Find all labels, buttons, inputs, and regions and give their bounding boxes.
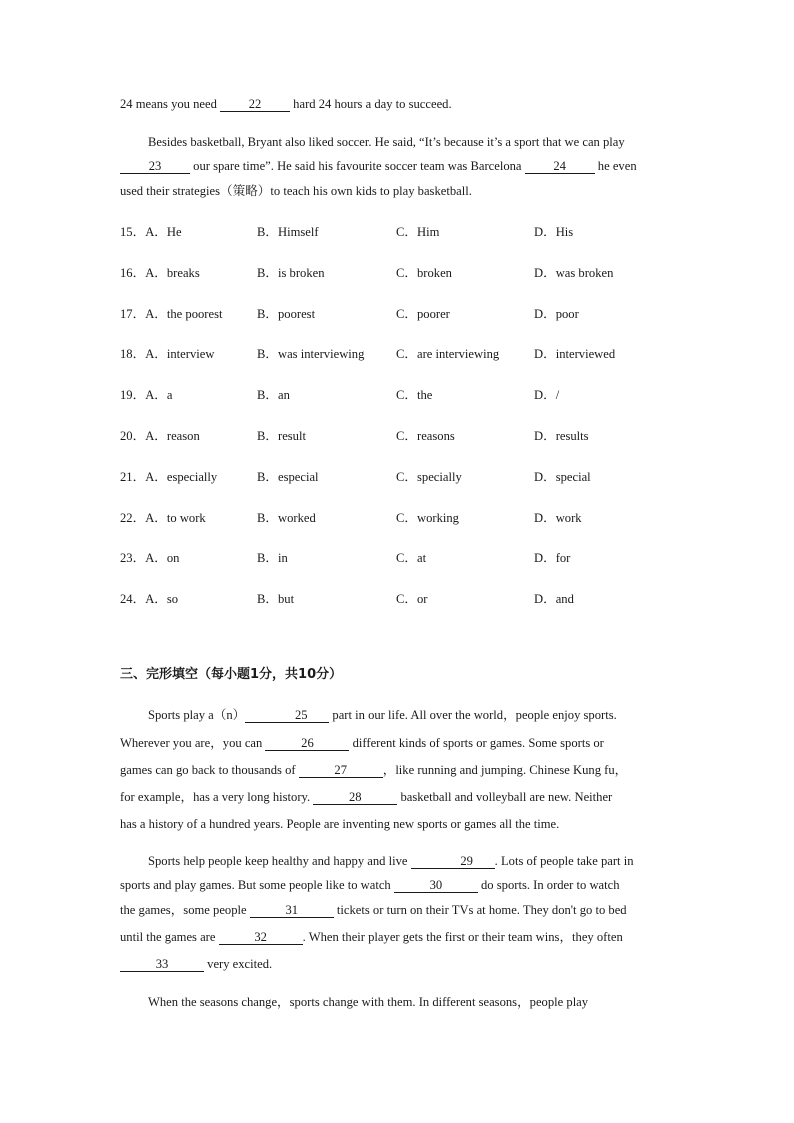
passage-line: 23 our spare time”. He said his favourite soccer team was Barcelona 24 he even bbox=[120, 158, 674, 174]
question-option-a bbox=[120, 306, 222, 322]
blank-27: 27 bbox=[299, 764, 383, 778]
question-option-c: C．poorer bbox=[396, 307, 450, 321]
passage-line: Sports help people keep healthy and happy and live 29 . Lots of people take part in bbox=[148, 854, 634, 868]
question-option-a bbox=[120, 428, 200, 444]
blank-22: 22 bbox=[220, 98, 290, 112]
question-option-b: B．result bbox=[257, 429, 306, 443]
question-option-c: C．the bbox=[396, 388, 433, 402]
blank-29: 29 bbox=[411, 855, 495, 869]
section-heading: 三、完形填空（每小题1分，共10分） bbox=[120, 667, 343, 682]
question-row bbox=[120, 469, 674, 485]
question-row bbox=[120, 550, 674, 566]
option-text: A．interview bbox=[145, 347, 215, 361]
question-row bbox=[120, 510, 674, 526]
blank-33: 33 bbox=[120, 958, 204, 972]
option-text: A．to work bbox=[145, 511, 206, 525]
question-option-a bbox=[120, 591, 178, 607]
question-option-b: B．is broken bbox=[257, 266, 325, 280]
question-option-d: D．interviewed bbox=[534, 347, 616, 361]
question-option-c: C．are interviewing bbox=[396, 347, 500, 361]
passage-line: the games，some people 31 tickets or turn on their TVs at home. They don't go to bed bbox=[120, 903, 627, 917]
question-number: 19． bbox=[120, 388, 146, 402]
option-text: A．reason bbox=[145, 429, 200, 443]
question-option-d: D．His bbox=[534, 225, 574, 239]
option-text: A．breaks bbox=[145, 266, 200, 280]
passage-line: Wherever you are，you can 26 different kinds of sports or games. Some sports or bbox=[120, 736, 604, 750]
question-row bbox=[120, 346, 674, 362]
option-text: A．especially bbox=[145, 470, 218, 484]
question-option-c: C．working bbox=[396, 511, 459, 525]
question-option-a bbox=[120, 510, 206, 526]
passage-line: 33 very excited. bbox=[120, 956, 674, 972]
option-text: A．a bbox=[145, 388, 173, 402]
question-number: 15． bbox=[120, 225, 146, 239]
question-option-b: B．in bbox=[257, 551, 288, 565]
question-row bbox=[120, 306, 674, 322]
option-text: A．He bbox=[145, 225, 182, 239]
blank-31: 31 bbox=[250, 904, 334, 918]
passage-line: Sports play a（n） 25 part in our life. All over the world，people enjoy sports. bbox=[148, 708, 617, 722]
passage-line: has a history of a hundred years. People are inventing new sports or games all the time. bbox=[120, 817, 560, 831]
question-number: 16． bbox=[120, 266, 146, 280]
question-number: 18． bbox=[120, 347, 146, 361]
question-row bbox=[120, 591, 674, 607]
passage-line: for example，has a very long history. 28 basketball and volleyball are new. Neither bbox=[120, 790, 613, 804]
question-option-d: D．was broken bbox=[534, 266, 614, 280]
question-number: 21． bbox=[120, 470, 146, 484]
blank-28: 28 bbox=[313, 791, 397, 805]
question-option-d: D．poor bbox=[534, 307, 579, 321]
question-option-a bbox=[120, 469, 217, 485]
question-option-d: D．special bbox=[534, 470, 591, 484]
question-option-d: D．and bbox=[534, 592, 574, 606]
question-option-c: C．or bbox=[396, 592, 428, 606]
question-option-b: B．especial bbox=[257, 470, 319, 484]
blank-32: 32 bbox=[219, 931, 303, 945]
passage-line: games can go back to thousands of 27 ，like running and jumping. Chinese Kung fu， bbox=[120, 763, 628, 777]
question-option-b: B．was interviewing bbox=[257, 347, 365, 361]
question-option-c: C．at bbox=[396, 551, 427, 565]
question-option-a bbox=[120, 387, 172, 403]
option-text: A．on bbox=[145, 551, 180, 565]
passage-line: until the games are 32 . When their player gets the first or their team wins，they often bbox=[120, 930, 623, 944]
question-option-a bbox=[120, 550, 179, 566]
question-row bbox=[120, 224, 674, 240]
passage-line: sports and play games. But some people like to watch 30 do sports. In order to watch bbox=[120, 878, 620, 892]
passage-line: When the seasons change，sports change with them. In different seasons，people play bbox=[148, 995, 589, 1009]
question-option-c: C．reasons bbox=[396, 429, 455, 443]
question-option-c: C．broken bbox=[396, 266, 452, 280]
question-option-b: B．poorest bbox=[257, 307, 316, 321]
question-option-d: D．results bbox=[534, 429, 589, 443]
question-number: 20． bbox=[120, 429, 146, 443]
option-text: A．so bbox=[145, 592, 179, 606]
question-option-a bbox=[120, 346, 214, 362]
blank-26: 26 bbox=[265, 737, 349, 751]
blank-25: 25 bbox=[245, 709, 329, 723]
question-number: 24． bbox=[120, 592, 146, 606]
question-option-d: D．for bbox=[534, 551, 571, 565]
passage-line: used their strategies（策略）to teach his own kids to play basketball. bbox=[120, 184, 472, 198]
question-number: 17． bbox=[120, 307, 146, 321]
question-row bbox=[120, 265, 674, 281]
question-number: 22． bbox=[120, 511, 146, 525]
question-option-a bbox=[120, 265, 200, 281]
passage-line: 24 means you need 22 hard 24 hours a day to succeed. bbox=[120, 97, 452, 111]
question-option-d: D．work bbox=[534, 511, 582, 525]
question-option-b: B．an bbox=[257, 388, 290, 402]
question-row bbox=[120, 387, 674, 403]
question-number: 23． bbox=[120, 551, 146, 565]
blank-23: 23 bbox=[120, 160, 190, 174]
passage-line: Besides basketball, Bryant also liked soccer. He said, “It’s because it’s a sport that we can play bbox=[148, 135, 625, 149]
question-option-c: C．Him bbox=[396, 225, 440, 239]
blank-30: 30 bbox=[394, 879, 478, 893]
blank-24: 24 bbox=[525, 160, 595, 174]
question-option-b: B．worked bbox=[257, 511, 316, 525]
question-option-c: C．specially bbox=[396, 470, 462, 484]
question-row bbox=[120, 428, 674, 444]
option-text: A．the poorest bbox=[145, 307, 223, 321]
question-option-d: D．/ bbox=[534, 388, 560, 402]
question-option-b: B．but bbox=[257, 592, 295, 606]
question-option-b: B．Himself bbox=[257, 225, 319, 239]
question-option-a bbox=[120, 224, 182, 240]
